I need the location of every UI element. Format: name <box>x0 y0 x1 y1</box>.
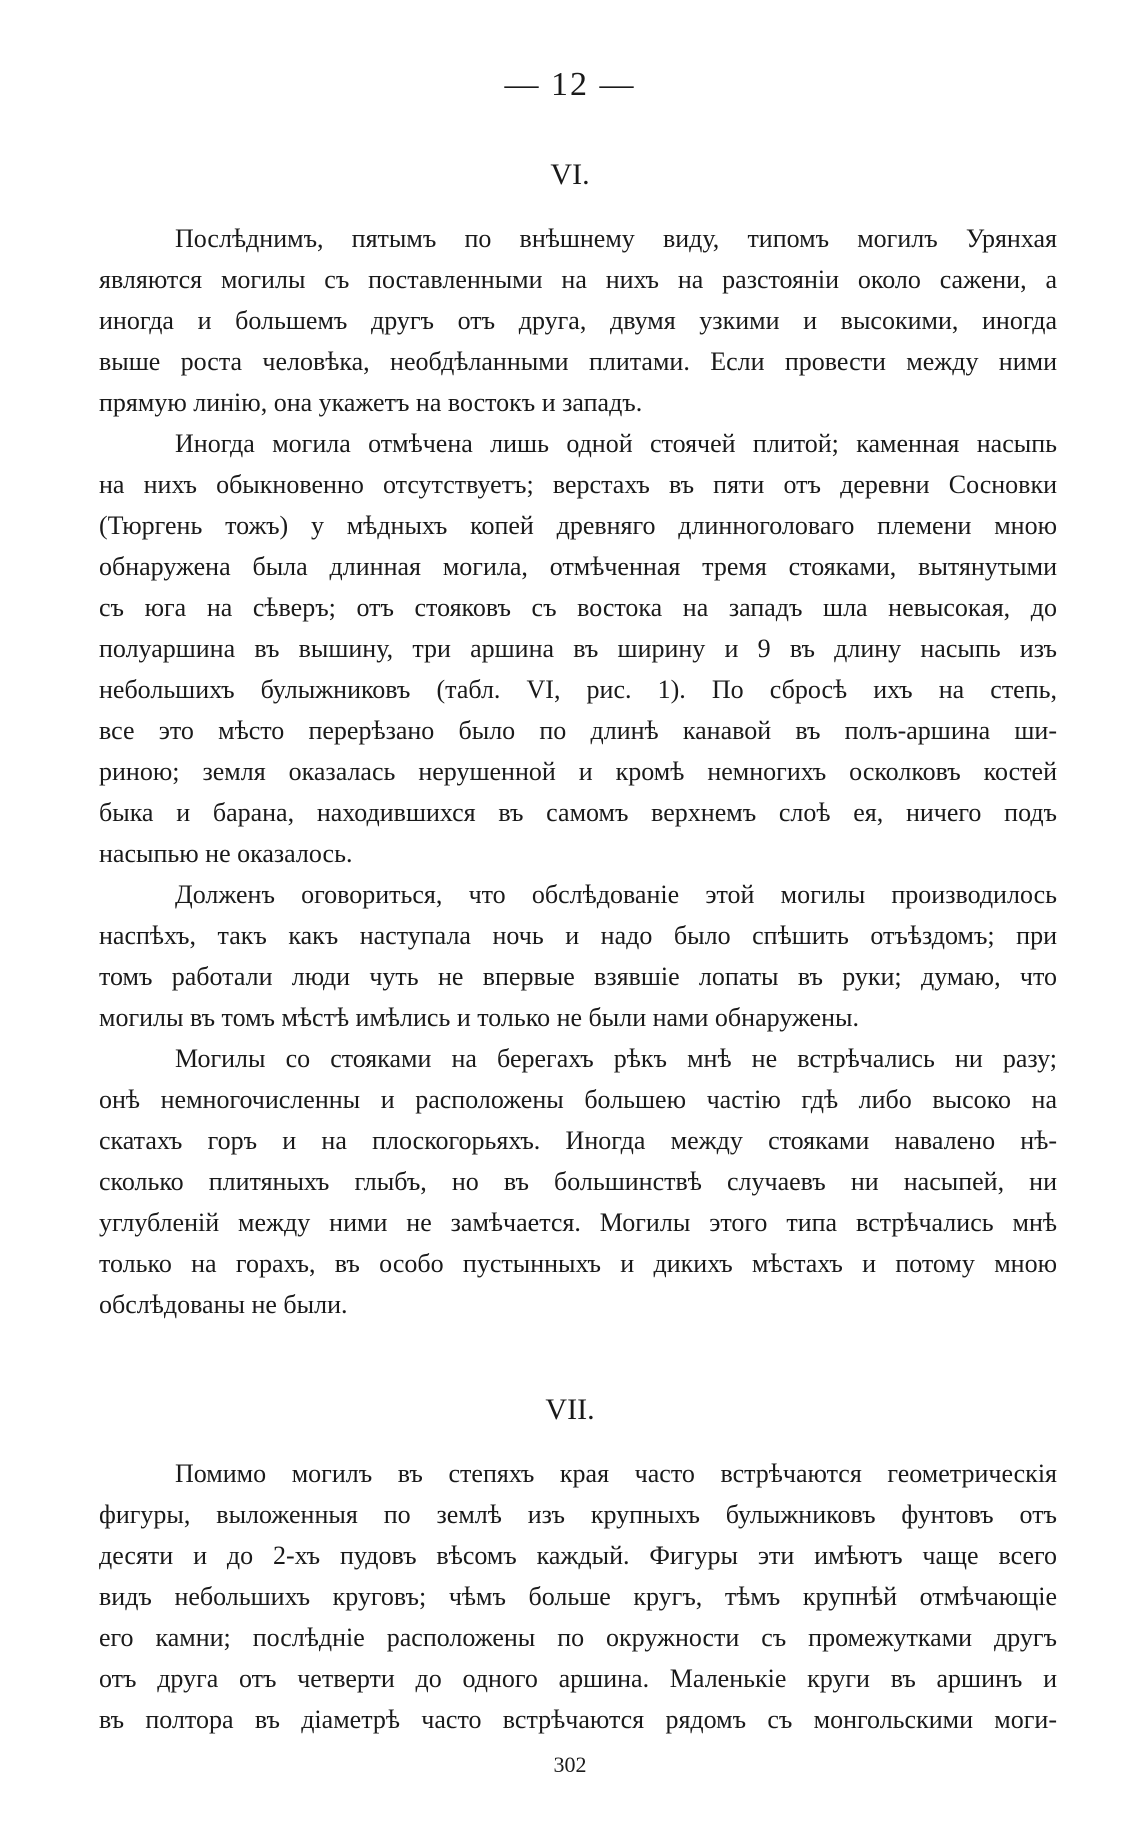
text-line: его камни; послѣдніе расположены по окружности съ промежутками другъ <box>99 1623 1057 1652</box>
paragraph <box>99 874 1057 1038</box>
paragraph <box>99 1453 1057 1740</box>
section-vii-body <box>99 1453 1057 1740</box>
page-number: — 12 — <box>504 66 636 103</box>
text-line: обслѣдованы не были. <box>99 1290 348 1319</box>
text-line: прямую линію, она укажетъ на востокъ и западъ. <box>99 388 643 417</box>
text-line: (Тюргень тожъ) у мѣдныхъ копей древняго длинноголоваго племени мною <box>99 511 1057 540</box>
text-line: только на горахъ, въ особо пустынныхъ и дикихъ мѣстахъ и потому мною <box>99 1249 1057 1278</box>
text-line: иногда и большемъ другъ отъ друга, двумя узкими и высокими, иногда <box>99 306 1057 335</box>
text-line: съ юга на сѣверъ; отъ стояковъ съ востока на западъ шла невысокая, до <box>99 593 1057 622</box>
text-line: фигуры, выложенныя по землѣ изъ крупныхъ булыжниковъ фунтовъ отъ <box>99 1500 1057 1529</box>
text-line: онѣ немногочисленны и расположены большею частію гдѣ либо высоко на <box>99 1085 1057 1114</box>
text-line: видъ небольшихъ круговъ; чѣмъ больше кругъ, тѣмъ крупнѣй отмѣчающіе <box>99 1582 1057 1611</box>
text-line: скатахъ горъ и на плоскогорьяхъ. Иногда между стояками навалено нѣ- <box>99 1126 1057 1155</box>
paragraph <box>99 1038 1057 1325</box>
section-vi-body <box>99 218 1057 1325</box>
text-line: Долженъ оговориться, что обслѣдованіе этой могилы производилось <box>175 880 1057 909</box>
text-line: Послѣднимъ, пятымъ по внѣшнему виду, типомъ могилъ Урянхая <box>175 224 1057 253</box>
text-line: томъ работали люди чуть не впервые взявшіе лопаты въ руки; думаю, что <box>99 962 1057 991</box>
text-line: Могилы со стояками на берегахъ рѣкъ мнѣ не встрѣчались ни разу; <box>175 1044 1057 1073</box>
text-line: углубленій между ними не замѣчается. Могилы этого типа встрѣчались мнѣ <box>99 1208 1057 1237</box>
text-line: въ полтора въ діаметрѣ часто встрѣчаются рядомъ съ монгольскими моги- <box>99 1705 1057 1734</box>
text-line: полуаршина въ вышину, три аршина въ ширину и 9 въ длину насыпь изъ <box>99 634 1057 663</box>
text-line: сколько плитяныхъ глыбъ, но въ большинствѣ случаевъ ни насыпей, ни <box>99 1167 1057 1196</box>
footer-page-number: 302 <box>553 1752 587 1777</box>
text-line: все это мѣсто перерѣзано было по длинѣ канавой въ полъ-аршина ши- <box>99 716 1057 745</box>
text-line: на нихъ обыкновенно отсутствуетъ; верстахъ въ пяти отъ деревни Сосновки <box>99 470 1057 499</box>
text-line: отъ друга отъ четверти до одного аршина. Маленькіе круги въ аршинъ и <box>99 1664 1057 1693</box>
text-line: Иногда могила отмѣчена лишь одной стоячей плитой; каменная насыпь <box>175 429 1057 458</box>
section-heading-vii: VII. <box>545 1393 595 1426</box>
text-line: десяти и до 2-хъ пудовъ вѣсомъ каждый. Фигуры эти имѣютъ чаще всего <box>99 1541 1057 1570</box>
paragraph <box>99 423 1057 874</box>
text-line: насыпью не оказалось. <box>99 839 353 868</box>
text-line: наспѣхъ, такъ какъ наступала ночь и надо было спѣшить отъѣздомъ; при <box>99 921 1057 950</box>
text-line: небольшихъ булыжниковъ (табл. VI, рис. 1). По сбросѣ ихъ на степь, <box>99 675 1057 704</box>
paragraph <box>99 218 1057 423</box>
text-line: могилы въ томъ мѣстѣ имѣлись и только не были нами обнаружены. <box>99 1003 859 1032</box>
section-heading-vi: VI. <box>550 158 590 191</box>
text-line: выше роста человѣка, необдѣланными плитами. Если провести между ними <box>99 347 1057 376</box>
text-line: риною; земля оказалась нерушенной и кромѣ немногихъ осколковъ костей <box>99 757 1057 786</box>
text-line: обнаружена была длинная могила, отмѣченная тремя стояками, вытянутыми <box>99 552 1057 581</box>
text-line: быка и барана, находившихся въ самомъ верхнемъ слоѣ ея, ничего подъ <box>99 798 1057 827</box>
text-line: являются могилы съ поставленными на нихъ на разстояніи около сажени, а <box>99 265 1057 294</box>
text-line: Помимо могилъ въ степяхъ края часто встрѣчаются геометрическія <box>175 1459 1057 1488</box>
